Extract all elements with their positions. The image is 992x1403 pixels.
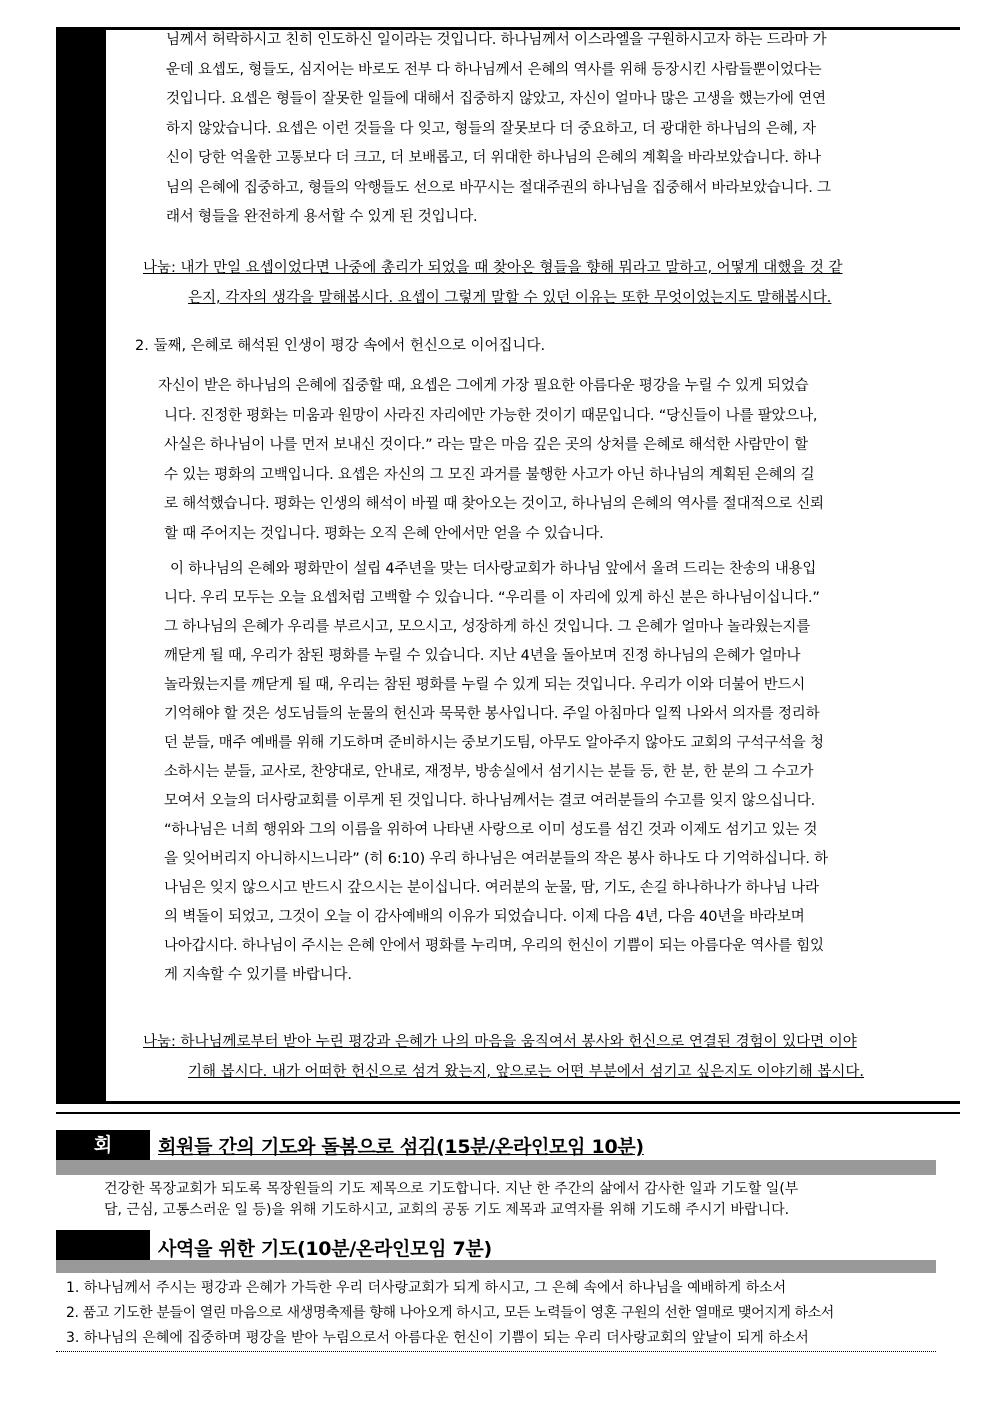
continuation-paragraph xyxy=(166,26,958,233)
text-line: 니다. 우리 모두는 오늘 요셉처럼 고백할 수 있습니다. “우리를 이 자리에 있게 하신 분은 하나님이십니다.” xyxy=(164,590,820,606)
text-line: 던 분들, 매주 예배를 위해 기도하며 준비하시는 중보기도팀, 아무도 알아주지 않아도 교회의 구석구석을 청 xyxy=(164,735,824,751)
text-line: 소하시는 분들, 교사로, 찬양대로, 안내로, 재정부, 방송실에서 섬기시는 분들 등, 한 분, 한 분의 그 수고가 xyxy=(164,764,814,780)
section-band-fellowship xyxy=(56,1160,936,1175)
paragraph-3 xyxy=(164,555,958,990)
text-line: 놀라웠는지를 깨닫게 될 때, 우리는 참된 평화를 누릴 수 있게 되는 것입니다. 우리가 이와 더불어 반드시 xyxy=(164,677,806,693)
text-line: 기억해야 할 것은 성도님들의 눈물의 헌신과 묵묵한 봉사입니다. 주일 아침마다 일찍 나와서 의자를 정리하 xyxy=(164,706,820,722)
text-line: 자신이 받은 하나님의 은혜에 집중할 때, 요셉은 그에게 가장 필요한 아름다운 평강을 누릴 수 있게 되었습 xyxy=(158,378,809,394)
point-2-heading: 2. 둘째, 은혜로 해석된 인생이 평강 속에서 헌신으로 이어집니다. xyxy=(135,338,546,354)
section-title-ministry: 사역을 위한 기도(10분/온라인모임 7분) xyxy=(158,1238,492,1260)
dotted-rule xyxy=(56,1351,936,1352)
share-question-2-line2: 기해 봅시다. 내가 어떠한 헌신으로 섬겨 왔는지, 앞으로는 어떤 부분에서 섬기고 싶은지도 이야기해 봅시다. xyxy=(188,1064,865,1080)
text-line: 것입니다. 요셉은 형들이 잘못한 일들에 대해서 집중하지 않았고, 자신이 얼마나 많은 고생을 했는가에 연연 xyxy=(166,91,826,107)
section-badge-fellowship: 회 xyxy=(56,1130,150,1160)
list-item: 2. 품고 기도한 분들이 열린 마음으로 새생명축제를 향해 나아오게 하시고, 모든 노력들이 영혼 구원의 선한 열매로 맺어지게 하소서 xyxy=(66,1305,834,1321)
text-line: 을 잊어버리지 아니하시느니라” (히 6:10) 우리 하나님은 여러분들의 작은 봉사 하나도 다 기억하십니다. 하 xyxy=(164,851,828,867)
share-question-1-line2: 은지, 각자의 생각을 말해봅시다. 요셉이 그렇게 말할 수 있던 이유는 또한 무엇이었는지도 말해봅시다. xyxy=(188,290,832,306)
section-title-fellowship: 회원들 간의 기도와 돌봄으로 섬김(15분/온라인모임 10분) xyxy=(158,1136,644,1158)
section-band-ministry xyxy=(56,1260,936,1273)
section-badge-ministry xyxy=(56,1230,150,1260)
section-divider-top xyxy=(56,1101,960,1104)
text-line: 할 때 주어지는 것입니다. 평화는 오직 은혜 안에서만 얻을 수 있습니다. xyxy=(164,525,604,542)
share-question-1-line1: 나눔: 내가 만일 요셉이었다면 나중에 총리가 되었을 때 찾아온 형들을 향해 뭐라고 말하고, 어떻게 대했을 것 같 xyxy=(143,260,843,276)
text-line: 수 있는 평화의 고백입니다. 요셉은 자신의 그 모진 과거를 불행한 사고가 아닌 하나님의 계획된 은혜의 길 xyxy=(164,466,815,483)
text-line: 님께서 허락하시고 친히 인도하신 일이라는 것입니다. 하나님께서 이스라엘을 구원하시고자 하는 드라마 가 xyxy=(166,32,827,48)
text-line: 니다. 진정한 평화는 미움과 원망이 사라진 자리에만 가능한 것이기 때문입니다. “당신들이 나를 팔았으나, xyxy=(164,407,818,424)
text-line: 깨닫게 될 때, 우리가 참된 평화를 누릴 수 있습니다. 지난 4년을 돌아보며 진정 하나님의 은혜가 얼마나 xyxy=(164,648,801,664)
section-divider-bottom xyxy=(56,1112,960,1114)
fellowship-line-1: 건강한 목장교회가 되도록 목장원들의 기도 제목으로 기도합니다. 지난 한 주간의 삶에서 감사한 일과 기도할 일(부 xyxy=(104,1181,799,1197)
paragraph-2 xyxy=(158,372,958,549)
left-margin-bar xyxy=(56,28,106,1103)
text-line: 사실은 하나님이 나를 먼저 보내신 것이다.” 라는 말은 마음 깊은 곳의 상처를 은혜로 해석한 사람만이 할 xyxy=(164,437,808,453)
text-line: 그 하나님의 은혜가 우리를 부르시고, 모으시고, 성장하게 하신 것입니다. 그 은혜가 얼마나 놀라웠는지를 xyxy=(164,619,811,635)
list-item: 1. 하나님께서 주시는 평강과 은혜가 가득한 우리 더사랑교회가 되게 하시고, 그 은혜 속에서 하나님을 예배하게 하소서 xyxy=(66,1280,787,1296)
text-line: 모여서 오늘의 더사랑교회를 이루게 된 것입니다. 하나님께서는 결코 여러분들의 수고를 잊지 않으십니다. xyxy=(164,793,816,809)
list-item: 3. 하나님의 은혜에 집중하며 평강을 받아 누림으로서 아름다운 헌신이 기쁨이 되는 우리 더사랑교회의 앞날이 되게 하소서 xyxy=(66,1330,809,1346)
ministry-prayer-list xyxy=(66,1276,932,1351)
text-line: 하지 않았습니다. 요셉은 이런 것들을 다 잊고, 형들의 잘못보다 더 중요하고, 더 광대한 하나님의 은혜, 자 xyxy=(166,120,816,137)
text-line: 님의 은혜에 집중하고, 형들의 악행들도 선으로 바꾸시는 절대주권의 하나님을 집중해서 바라보았습니다. 그 xyxy=(166,179,831,196)
text-line: 운데 요셉도, 형들도, 심지어는 바로도 전부 다 하나님께서 은혜의 역사를 위해 등장시킨 사람들뿐이었다는 xyxy=(166,61,822,78)
text-line: 나님은 잊지 않으시고 반드시 갚으시는 분이십니다. 여러분의 눈물, 땀, 기도, 손길 하나하나가 하나님 나라 xyxy=(164,880,819,896)
text-line: 이 하나님의 은혜와 평화만이 설립 4주년을 맞는 더사랑교회가 하나님 앞에서 올려 드리는 찬송의 내용입 xyxy=(170,561,817,577)
text-line: 나아갑시다. 하나님이 주시는 은혜 안에서 평화를 누리며, 우리의 헌신이 기쁨이 되는 아름다운 역사를 힘있 xyxy=(164,938,824,954)
text-line: “하나님은 너희 행위와 그의 이름을 위하여 나타낸 사랑으로 이미 성도를 섬긴 것과 이제도 섬기고 있는 것 xyxy=(164,822,818,838)
text-line: 래서 형들을 완전하게 용서할 수 있게 된 것입니다. xyxy=(166,209,478,225)
text-line: 게 지속할 수 있기를 바랍니다. xyxy=(164,967,352,983)
fellowship-line-2: 담, 근심, 고통스러운 일 등)을 위해 기도하시고, 교회의 공동 기도 제목과 교역자를 위해 기도해 주시기 바랍니다. xyxy=(104,1202,790,1218)
share-question-2-line1: 나눔: 하나님께로부터 받아 누린 평강과 은혜가 나의 마음을 움직여서 봉사와 헌신으로 연결된 경험이 있다면 이야 xyxy=(143,1034,857,1050)
text-line: 의 벽돌이 되었고, 그것이 오늘 이 감사예배의 이유가 되었습니다. 이제 다음 4년, 다음 40년을 바라보며 xyxy=(164,909,805,925)
text-line: 신이 당한 억울한 고통보다 더 크고, 더 보배롭고, 더 위대한 하나님의 은혜의 계획을 바라보았습니다. 하나 xyxy=(166,150,821,166)
text-line: 로 해석했습니다. 평화는 인생의 해석이 바뀔 때 찾아오는 것이고, 하나님의 은혜의 역사를 절대적으로 신뢰 xyxy=(164,496,824,512)
